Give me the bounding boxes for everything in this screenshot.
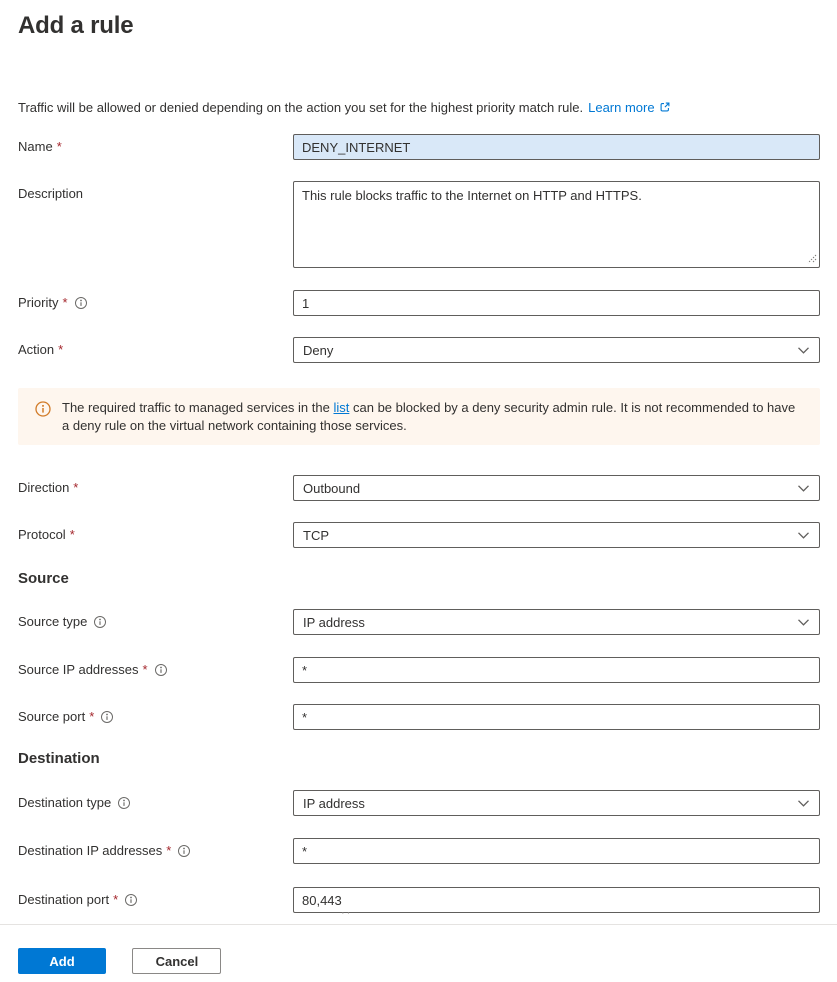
direction-select[interactable]	[293, 475, 820, 501]
list-link[interactable]: list	[333, 400, 350, 415]
destination-ip-input[interactable]	[293, 838, 820, 864]
priority-input[interactable]	[293, 290, 820, 316]
info-icon[interactable]	[177, 844, 191, 858]
action-select-value: Deny	[303, 342, 334, 358]
source-ip-label: Source IP addresses *	[18, 657, 293, 683]
name-label: Name *	[18, 139, 62, 154]
source-ip-input[interactable]	[293, 657, 820, 683]
action-field-row	[18, 337, 820, 363]
action-select[interactable]	[293, 337, 820, 363]
description-field-row	[18, 181, 820, 268]
protocol-select-value: TCP	[303, 527, 329, 543]
add-button[interactable]: Add	[18, 948, 106, 974]
source-section-title: Source	[18, 570, 69, 587]
chevron-down-icon	[797, 799, 810, 808]
source-port-input[interactable]	[293, 704, 820, 730]
intro-description: Traffic will be allowed or denied depending on the action you set for the highest priority match rule.	[18, 100, 584, 115]
source-type-field-row	[18, 609, 820, 635]
destination-type-label: Destination type	[18, 790, 293, 816]
destination-type-select[interactable]	[293, 790, 820, 816]
destination-type-select-value: IP address	[303, 795, 365, 811]
description-label: Description	[18, 186, 84, 201]
required-asterisk: *	[166, 843, 172, 858]
info-icon[interactable]	[93, 615, 107, 629]
required-asterisk: *	[73, 480, 79, 495]
name-input[interactable]	[293, 134, 820, 160]
info-icon[interactable]	[154, 663, 168, 677]
protocol-label: Protocol *	[18, 527, 75, 542]
protocol-field-row	[18, 522, 820, 548]
required-asterisk: *	[56, 139, 62, 154]
info-icon[interactable]	[100, 710, 114, 724]
description-textarea[interactable]	[293, 181, 820, 268]
source-type-select-value: IP address	[303, 614, 365, 630]
destination-ip-label: Destination IP addresses *	[18, 838, 293, 864]
destination-ip-field-row	[18, 838, 820, 864]
panel-resize-dots: ··	[341, 907, 353, 919]
action-label: Action *	[18, 342, 64, 357]
chevron-down-icon	[797, 484, 810, 493]
learn-more-link[interactable]: Learn more	[588, 100, 670, 115]
source-type-select[interactable]	[293, 609, 820, 635]
source-type-label: Source type	[18, 609, 293, 635]
rule-form	[18, 134, 820, 913]
name-field-row	[18, 134, 820, 160]
external-link-icon	[659, 101, 671, 113]
cancel-button[interactable]: Cancel	[132, 948, 221, 974]
chevron-down-icon	[797, 531, 810, 540]
intro-text	[18, 99, 820, 117]
info-icon[interactable]	[124, 893, 138, 907]
destination-port-field-row	[18, 887, 820, 913]
direction-label: Direction *	[18, 480, 79, 495]
source-port-field-row	[18, 704, 820, 730]
required-asterisk: *	[89, 709, 95, 724]
managed-services-warning-banner	[18, 388, 820, 445]
destination-port-input[interactable]	[293, 887, 820, 913]
banner-text: The required traffic to managed services in the list can be blocked by a deny security admin rule. It is not recommended to have a deny rule on the virtual network containing those services.	[62, 400, 796, 433]
required-asterisk: *	[142, 662, 148, 677]
source-port-label: Source port *	[18, 704, 293, 730]
destination-type-field-row	[18, 790, 820, 816]
required-asterisk: *	[113, 892, 119, 907]
priority-label: Priority *	[18, 290, 293, 316]
required-asterisk: *	[62, 295, 68, 310]
required-asterisk: *	[69, 527, 75, 542]
direction-field-row	[18, 475, 820, 501]
destination-port-label: Destination port *	[18, 887, 293, 913]
page-title: Add a rule	[18, 12, 134, 39]
priority-field-row	[18, 290, 820, 316]
chevron-down-icon	[797, 346, 810, 355]
source-ip-field-row	[18, 657, 820, 683]
footer-action-bar	[0, 924, 837, 974]
protocol-select[interactable]	[293, 522, 820, 548]
direction-select-value: Outbound	[303, 480, 361, 496]
required-asterisk: *	[58, 342, 64, 357]
resize-grip-icon[interactable]	[806, 253, 817, 264]
chevron-down-icon	[797, 618, 810, 627]
info-icon[interactable]	[117, 796, 131, 810]
info-icon[interactable]	[74, 296, 88, 310]
destination-section-title: Destination	[18, 750, 100, 767]
warning-info-icon	[35, 401, 51, 417]
